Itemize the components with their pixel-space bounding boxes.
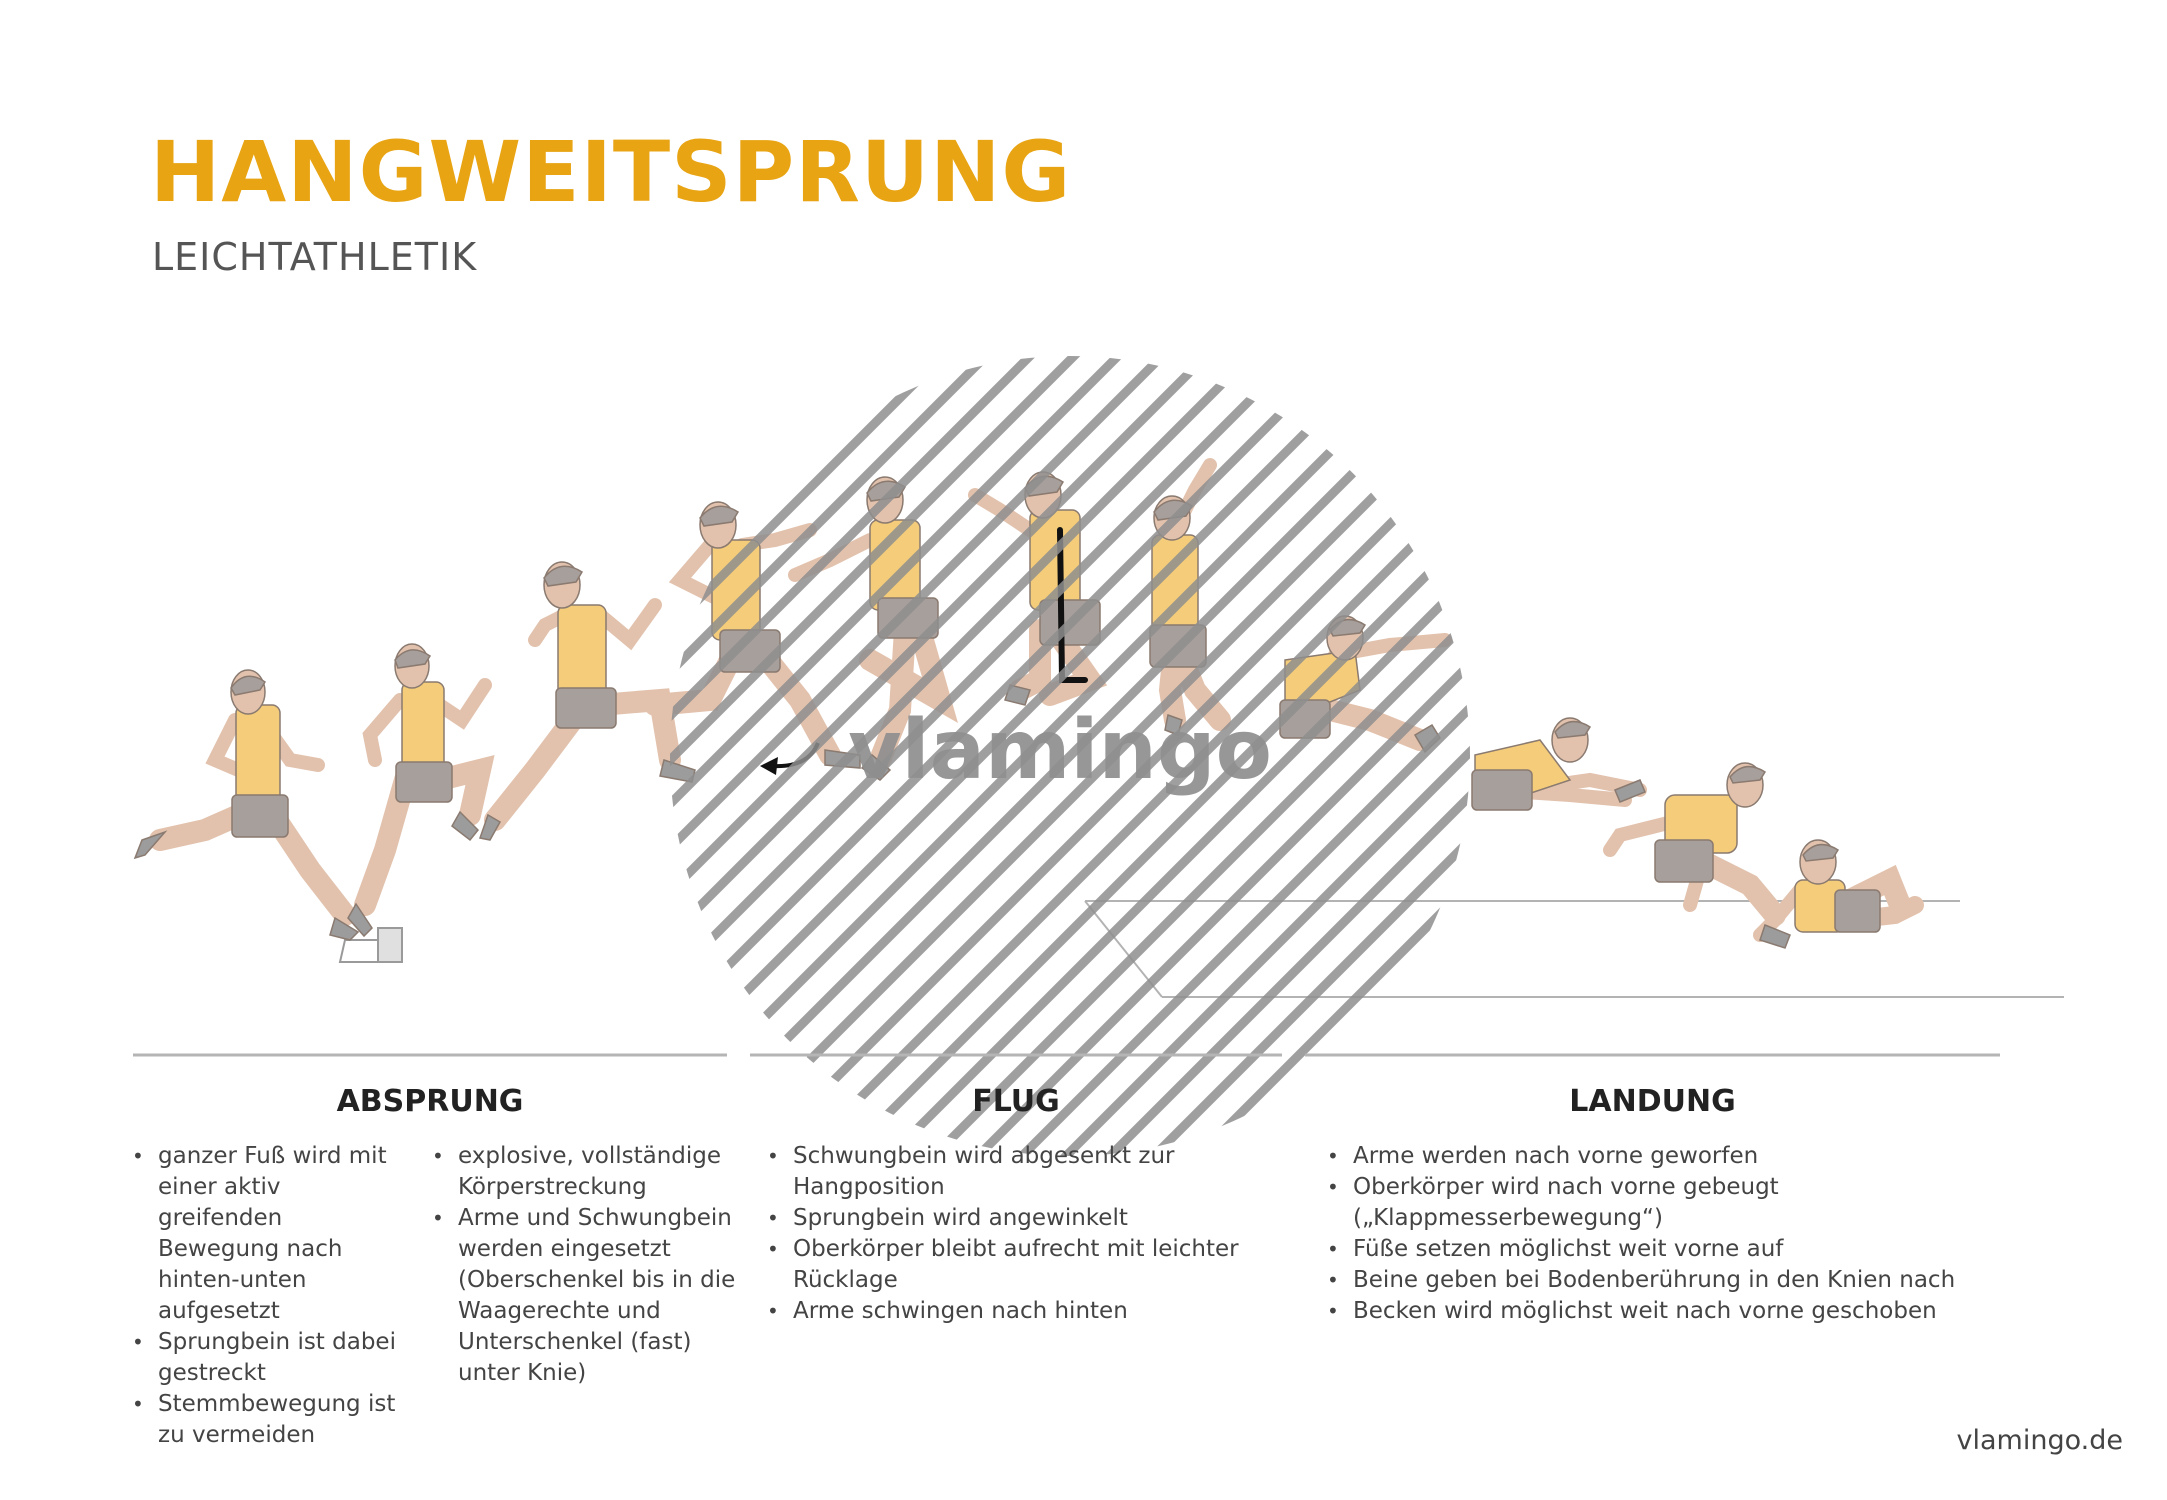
absprung-list-1 [130, 1141, 400, 1451]
list-item: • Oberkörper wird nach vorne gebeugt („Klappmesserbewegung“) [1325, 1172, 1985, 1234]
section-title-flug: FLUG [972, 1084, 1060, 1119]
list-item: • Arme werden nach vorne geworfen [1325, 1141, 1985, 1172]
athlete-figure-9 [1472, 718, 1645, 810]
list-item: • Stemmbewegung ist zu vermeiden [130, 1389, 400, 1451]
page-title: HANGWEITSPRUNG [150, 123, 1072, 221]
footer-url[interactable]: vlamingo.de [1956, 1425, 2123, 1456]
athlete-figure-1 [135, 670, 358, 940]
list-item: • Becken wird möglichst weit nach vorne geschoben [1325, 1296, 1985, 1327]
list-item: • explosive, vollständige Körperstreckung [430, 1141, 740, 1203]
list-item: • ganzer Fuß wird mit einer aktiv greifenden Bewegung nach hinten-unten aufgesetzt [130, 1141, 400, 1327]
landung-list [1325, 1141, 1985, 1327]
list-item: • Arme und Schwungbein werden eingesetzt (Oberschenkel bis in die Waagerechte und Unterschenkel (fast) unter Knie) [430, 1203, 740, 1389]
athlete-figure-2 [348, 644, 485, 936]
section-title-landung: LANDUNG [1569, 1084, 1736, 1119]
flug-list [765, 1141, 1265, 1327]
list-item: • Füße setzen möglichst weit vorne auf [1325, 1234, 1985, 1265]
list-item: • Oberkörper bleibt aufrecht mit leichter Rücklage [765, 1234, 1265, 1296]
watermark-logo: vlamingo [848, 703, 1272, 798]
athlete-figure-6 [975, 472, 1100, 705]
athlete-figure-11 [1760, 840, 1915, 948]
list-item: • Sprungbein ist dabei gestreckt [130, 1327, 400, 1389]
list-item: • Arme schwingen nach hinten [765, 1296, 1265, 1327]
absprung-list-2 [430, 1141, 740, 1389]
page-subtitle: LEICHTATHLETIK [152, 235, 478, 279]
list-item: • Sprungbein wird angewinkelt [765, 1203, 1265, 1234]
section-title-absprung: ABSPRUNG [336, 1084, 524, 1119]
list-item: • Beine geben bei Bodenberührung in den Knien nach [1325, 1265, 1985, 1296]
list-item: • Schwungbein wird abgesenkt zur Hangposition [765, 1141, 1265, 1203]
